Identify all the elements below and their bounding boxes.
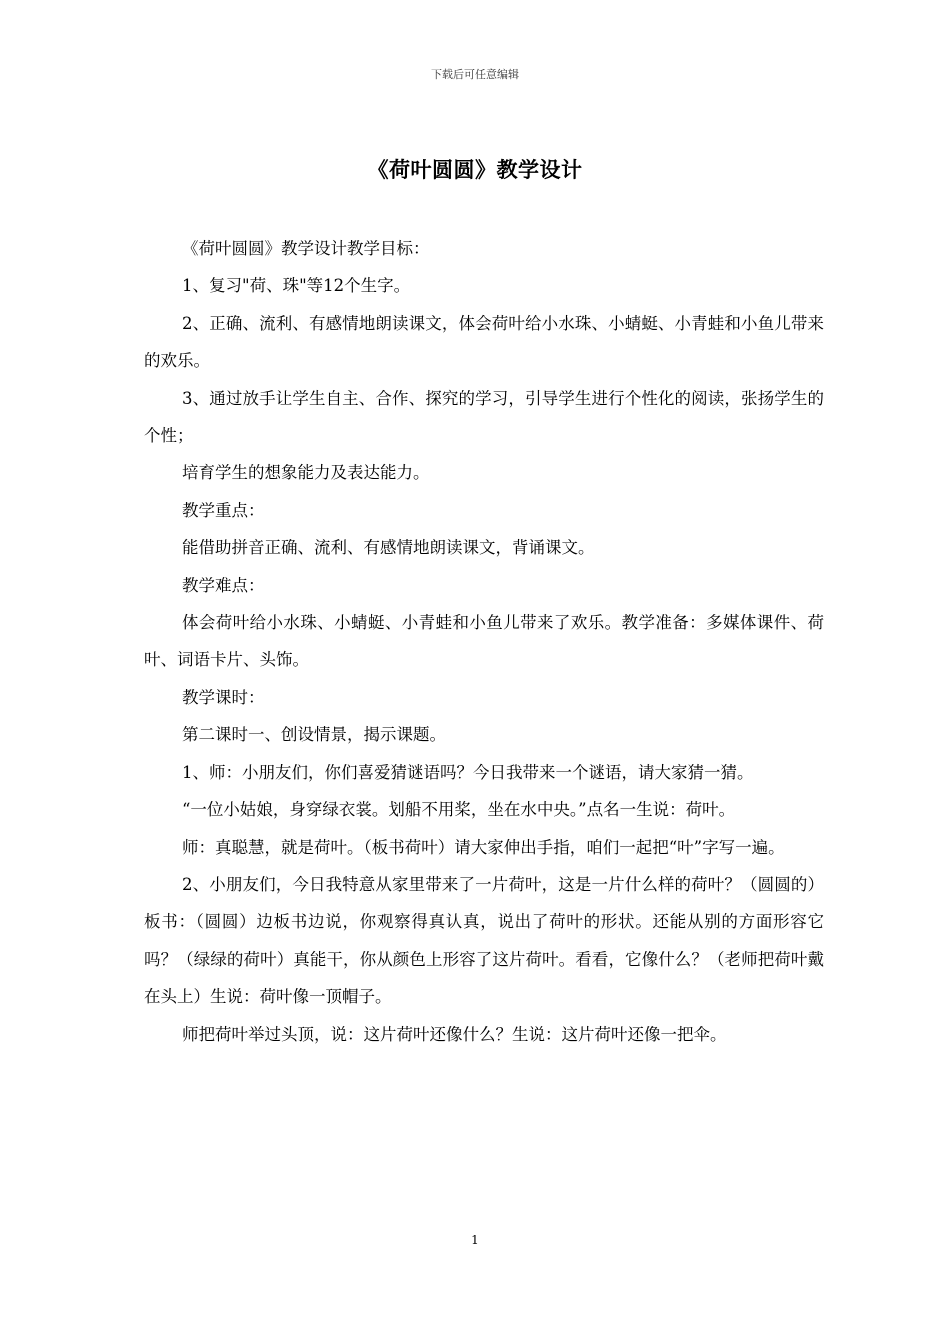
paragraph: 能借助拼音正确、流利、有感情地朗读课文，背诵课文。 — [182, 538, 595, 558]
paragraph: 《荷叶圆圆》教学设计教学目标： — [182, 239, 430, 258]
paragraph: 培育学生的想象能力及表达能力。 — [182, 463, 430, 483]
page-header: 下载后可任意编辑 — [431, 68, 519, 81]
paragraph: 师：真聪慧，就是荷叶。（板书荷叶）请大家伸出手指，咱们一起把“叶”字写一遍。 — [182, 837, 785, 857]
paragraph: 2、正确、流利、有感情地朗读课文，体会荷叶给小水珠、小蜻蜓、小青蛙和小鱼儿带来的欢乐。 — [144, 313, 824, 371]
paragraph: 体会荷叶给小水珠、小蜻蜓、小青蛙和小鱼儿带来了欢乐。教学准备：多媒体课件、荷叶、词语卡片、头饰。 — [144, 613, 824, 670]
paragraph: 1、复习"荷、珠"等12个生字。 — [182, 276, 411, 296]
page-number: 1 — [471, 1233, 479, 1247]
paragraph: 2、小朋友们，今日我特意从家里带来了一片荷叶，这是一片什么样的荷叶？（圆圆的）板书：（圆圆）边板书边说，你观察得真认真，说出了荷叶的形状。还能从别的方面形容它吗？（绿绿的荷叶）真能干，你从颜色上形容了这片荷叶。看看，它像什么？（老师把荷叶戴在头上）生说：荷叶像一顶帽子。 — [144, 874, 824, 1007]
paragraph: 教学课时： — [182, 687, 265, 707]
paragraph: 师把荷叶举过头顶，说：这片荷叶还像什么？生说：这片荷叶还像一把伞。 — [182, 1024, 727, 1044]
paragraph: 教学难点： — [182, 575, 265, 595]
document-body — [144, 230, 824, 1053]
paragraph: 第二课时一、创设情景，揭示课题。 — [182, 725, 446, 745]
paragraph: 1、师：小朋友们，你们喜爱猜谜语吗？今日我带来一个谜语，请大家猜一猜。 — [182, 762, 754, 782]
paragraph: “一位小姑娘，身穿绿衣裳。划船不用桨，坐在水中央。”点名一生说：荷叶。 — [182, 800, 736, 820]
document-title: 《荷叶圆圆》教学设计 — [367, 158, 583, 182]
paragraph: 教学重点： — [182, 500, 265, 520]
paragraph: 3、通过放手让学生自主、合作、探究的学习，引导学生进行个性化的阅读，张扬学生的个性； — [144, 388, 824, 446]
